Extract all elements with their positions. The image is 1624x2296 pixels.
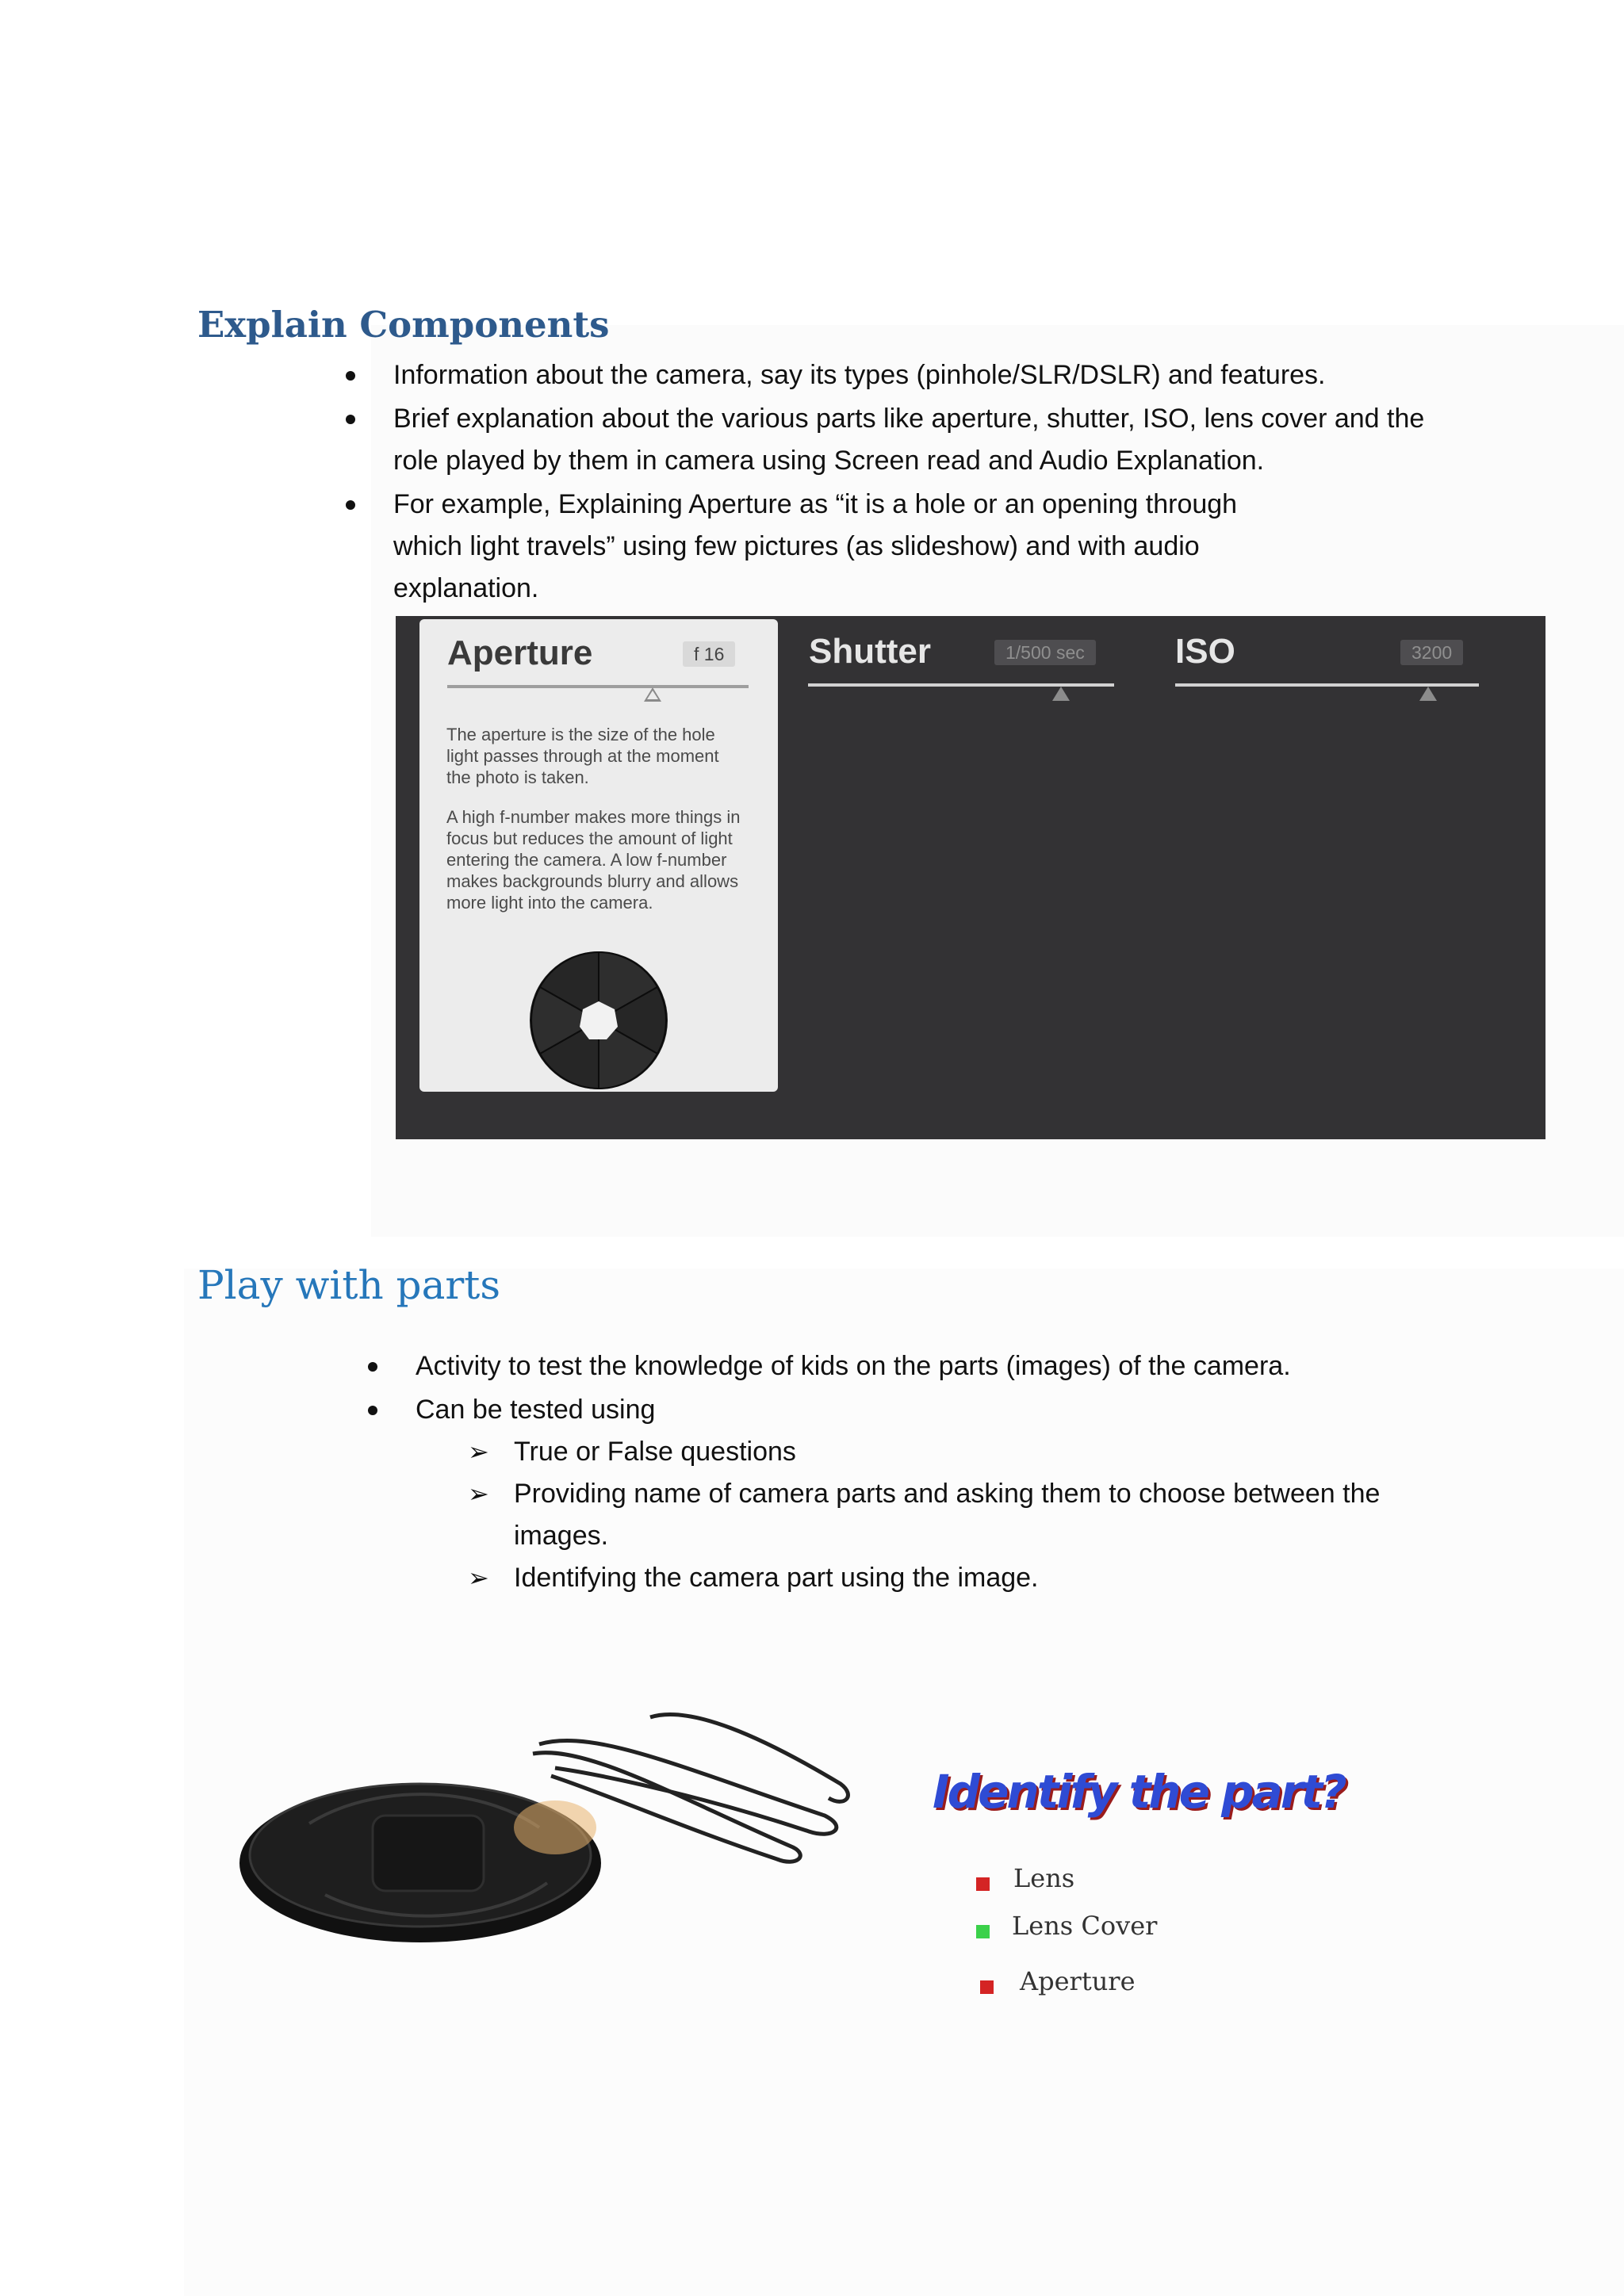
bullet-icon <box>346 500 355 510</box>
list-item: Information about the camera, say its types (pinhole/SLR/DSLR) and features. <box>393 354 1448 396</box>
identify-title: Identify the part? <box>933 1765 1345 1819</box>
bullet-icon <box>346 371 355 381</box>
sub-list-item: ➢ Providing name of camera parts and asking them to choose between the images. <box>416 1473 1386 1557</box>
sub-list-item: ➢ True or False questions <box>416 1431 1470 1473</box>
sub-bullet-list <box>416 1431 1470 1599</box>
aperture-icon <box>529 951 668 1090</box>
aperture-slider-thumb <box>644 687 661 702</box>
option-aperture[interactable]: Aperture <box>1020 1966 1136 1996</box>
option-lens[interactable]: Lens <box>1013 1863 1075 1893</box>
list-item: Can be tested using ➢ True or False questions ➢ Providing name of camera parts and asking them to choose between the images. ➢ Identifying the camera part using the image. <box>416 1389 1470 1599</box>
bullet-icon <box>346 415 355 424</box>
iso-title: ISO <box>1175 632 1235 671</box>
shutter-value-badge: 1/500 sec <box>994 640 1096 665</box>
aperture-description-detail: A high f-number makes more things in focus but reduces the amount of light entering the camera. A low f-number makes backgrounds blurry and allows more light into the camera. <box>446 807 741 913</box>
arrow-bullet-icon: ➢ <box>468 1437 489 1466</box>
aperture-value-badge: f 16 <box>683 641 735 667</box>
sub-list-item: ➢ Identifying the camera part using the image. <box>416 1557 1470 1599</box>
aperture-card <box>419 619 778 1092</box>
bullet-icon <box>368 1362 377 1372</box>
arrow-bullet-icon: ➢ <box>468 1563 489 1592</box>
shutter-slider-thumb <box>1052 687 1070 701</box>
section-heading-play: Play with parts <box>197 1262 501 1308</box>
option-marker-icon <box>976 1877 990 1891</box>
aperture-description: The aperture is the size of the hole light passes through at the moment the photo is taken. <box>446 725 719 787</box>
shutter-title: Shutter <box>809 632 931 671</box>
list-item: Brief explanation about the various parts like aperture, shutter, ISO, lens cover and the role played by them in camera using Screen read and Audio Explanation. <box>393 398 1448 482</box>
explain-bullet-list <box>393 354 1448 611</box>
list-item: Activity to test the knowledge of kids on the parts (images) of the camera. <box>416 1345 1470 1387</box>
aperture-slider-track <box>447 685 749 688</box>
option-marker-icon <box>980 1980 994 1994</box>
option-marker-icon <box>976 1925 990 1938</box>
aperture-title: Aperture <box>447 633 593 672</box>
section-heading-explain: Explain Components <box>197 304 610 346</box>
lens-cover-image <box>238 1697 856 1950</box>
bullet-icon <box>368 1406 377 1415</box>
play-bullet-list <box>416 1345 1470 1601</box>
camera-settings-screenshot <box>396 616 1545 1139</box>
option-lens-cover[interactable]: Lens Cover <box>1012 1911 1158 1941</box>
list-item: For example, Explaining Aperture as “it is a hole or an opening through which light travels” using few pictures (as slideshow) and with audio explanation. <box>393 484 1305 610</box>
iso-slider-thumb <box>1419 687 1437 701</box>
iso-value-badge: 3200 <box>1400 640 1463 665</box>
arrow-bullet-icon: ➢ <box>468 1479 489 1508</box>
